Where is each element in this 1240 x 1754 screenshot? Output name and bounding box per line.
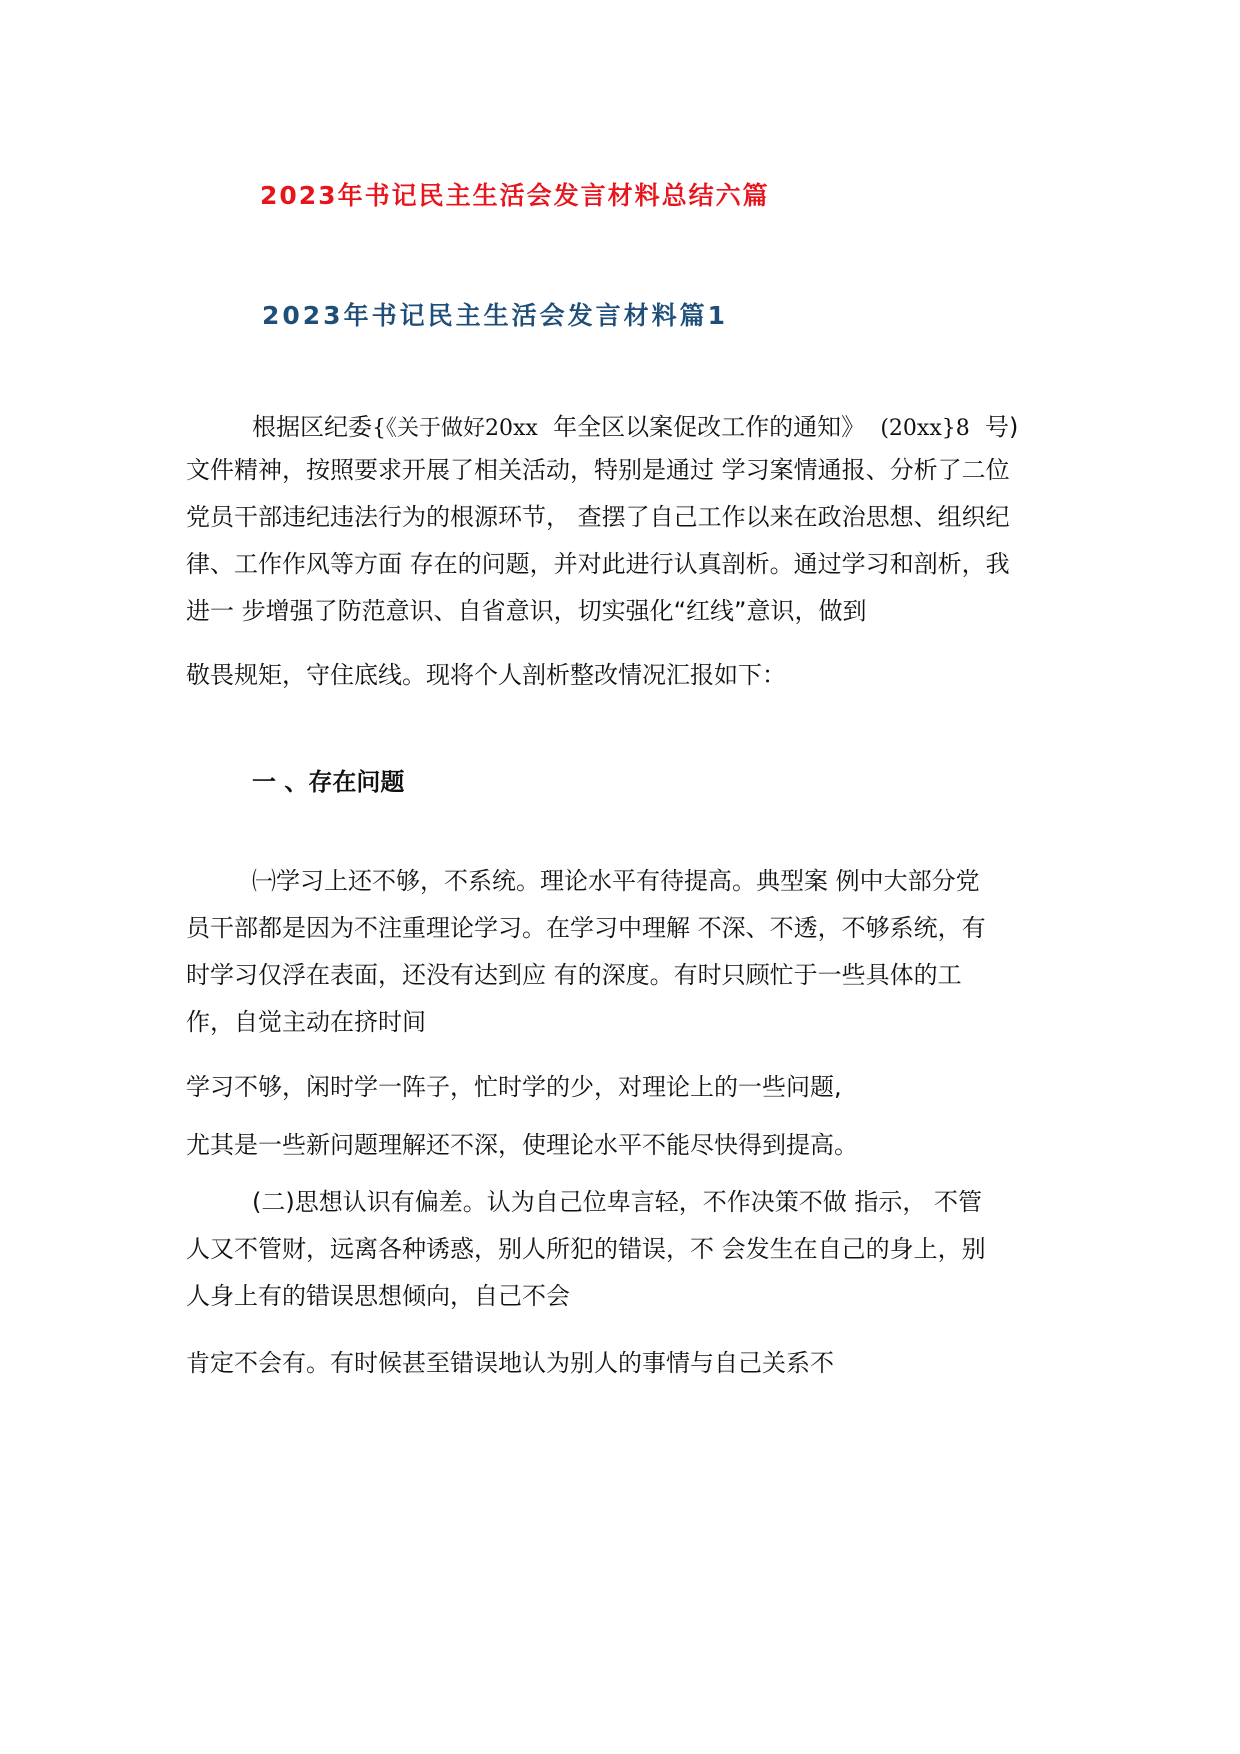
section-heading-problems: 一 、存在问题 <box>252 768 405 796</box>
intro-text-a: 根据区纪委 <box>252 413 372 441</box>
section-title: 2023年书记民主生活会发言材料篇1 <box>262 301 728 330</box>
intro-line-4: 律、工作作风等方面 存在的问题，并对此进行认真剖析。通过学习和剖析，我 <box>186 550 1010 578</box>
item1-line-6: 尤其是一些新问题理解还不深，使理论水平不能尽快得到提高。 <box>186 1131 858 1159</box>
intro-line-5: 进一 步增强了防范意识、自省意识，切实强化“红线”意识，做到 <box>186 597 867 625</box>
intro-line-3: 党员干部违纪违法行为的根源环节， 查摆了自己工作以来在政治思想、组织纪 <box>186 503 1010 531</box>
intro-text-e: 号) <box>985 413 1019 441</box>
item2-line-1: (二)思想认识有偏差。认为自己位卑言轻，不作决策不做 指示， 不管 <box>252 1188 982 1216</box>
item1-line-4: 作，自觉主动在挤时间 <box>186 1008 426 1036</box>
intro-line-6: 敬畏规矩，守住底线。现将个人剖析整改情况汇报如下： <box>186 661 786 689</box>
item1-line-2: 员干部都是因为不注重理论学习。在学习中理解 不深、不透，不够系统，有 <box>186 914 986 942</box>
intro-text-c: 年全区以案促改工作的通知》 <box>553 413 866 441</box>
item1-line-1: ㈠学习上还不够，不系统。理论水平有待提高。典型案 例中大部分党 <box>252 867 980 895</box>
item2-line-3: 人身上有的错误思想倾向，自己不会 <box>186 1282 570 1310</box>
intro-line-2: 文件精神，按照要求开展了相关活动，特别是通过 学习案情通报、分析了二位 <box>186 456 1010 484</box>
item1-line-3: 时学习仅浮在表面，还没有达到应 有的深度。有时只顾忙于一些具体的工 <box>186 961 962 989</box>
item2-line-4: 肯定不会有。有时候甚至错误地认为别人的事情与自己关系不 <box>186 1349 834 1377</box>
item1-line-5: 学习不够，闲时学一阵子，忙时学的少，对理论上的一些问题, <box>186 1073 842 1101</box>
intro-line-1 <box>252 412 1018 444</box>
document-title: 2023年书记民主生活会发言材料总结六篇 <box>260 181 770 210</box>
intro-text-d: (20xx}8 <box>880 416 970 441</box>
intro-text-b: {《关于做好20xx <box>372 416 538 441</box>
item2-line-2: 人又不管财，远离各种诱惑，别人所犯的错误，不 会发生在自己的身上，别 <box>186 1235 986 1263</box>
